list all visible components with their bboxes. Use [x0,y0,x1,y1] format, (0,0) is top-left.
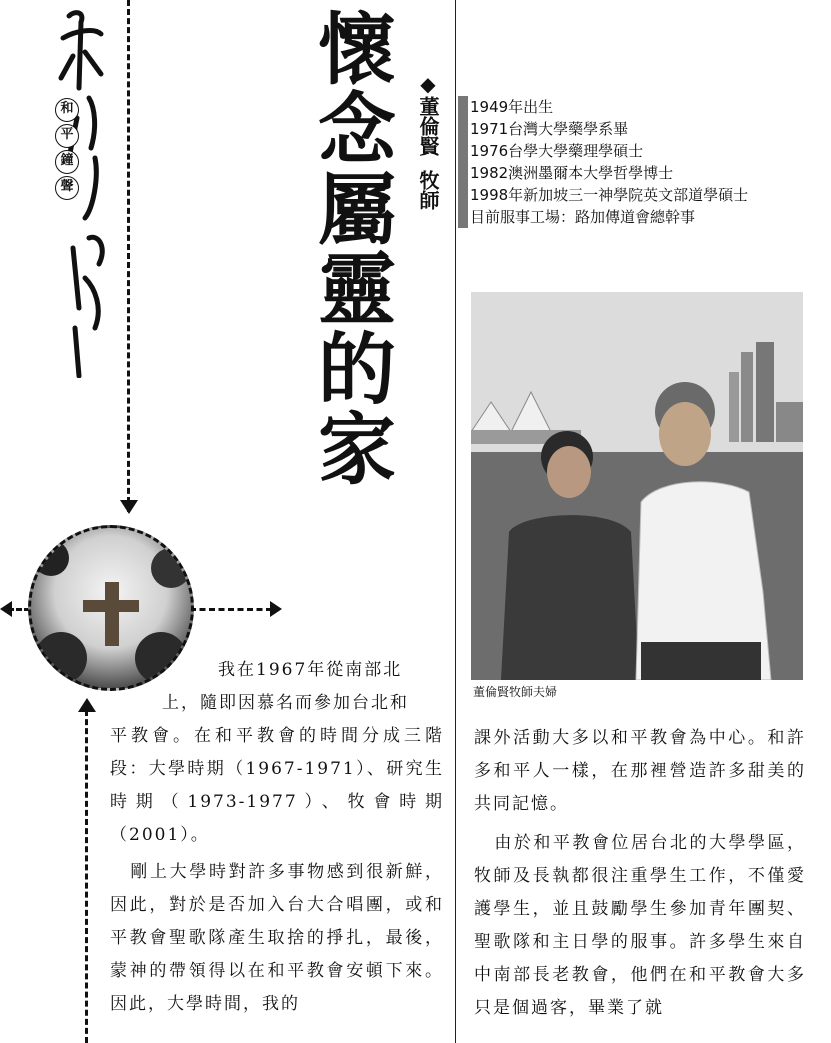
photo-illustration [471,292,803,680]
body-column-left [110,654,444,1021]
diamond-icon: ◆ [416,72,440,96]
arrow-left-icon [0,601,12,617]
body-paragraph: 由於和平教會位居台北的大學學區，牧師及長執都很注重學生工作，不僅愛護學生，並且鼓勵學生參加青年團契、聖歌隊和主日學的服事。許多學生來自中南部長老教會，他們在和平教會大多只是個過客，畢業了就 [474,833,806,1018]
seal-char-3: 鐘 [55,150,79,174]
author-byline [404,72,440,210]
bio-line: 1949年出生 [470,98,554,116]
body-paragraph: 課外活動大多以和平教會為中心。和許多和平人一樣，在那裡營造許多甜美的共同記憶。 [474,728,806,814]
body-paragraph: 平教會。在和平教會的時間分成三階段：大學時期（1967-1971）、研究生時期（1973-1977）、牧會時期（2001）。 [110,726,444,845]
bio-line: 1971台灣大學藥學系畢 [470,120,629,138]
arrow-up-icon [78,698,96,712]
column-calligraphy [55,8,115,378]
article-title: 懷念屬靈的家 [305,8,396,488]
bio-line: 1982澳洲墨爾本大學哲學博士 [470,164,674,182]
arrow-right-icon [270,601,282,617]
seal-char-1: 和 [55,98,79,122]
body-paragraph: 剛上大學時對許多事物感到很新鮮，因此，對於是否加入台大合唱團，或和平教會聖歌隊產生取捨的掙扎，最後，蒙神的帶領得以在和平教會安頓下來。因此，大學時間，我的 [110,862,444,1014]
body-line: 上，隨即因慕名而參加台北和 [162,693,409,713]
bio-line: 1998年新加坡三一神學院英文部道學碩士 [470,186,749,204]
seal-char-4: 聲 [55,176,79,200]
couple-photo [471,292,803,680]
column-divider [455,0,456,1043]
dashed-guide-right [190,608,272,611]
seal-char-2: 平 [55,124,79,148]
author-name: 董倫賢 [416,96,440,156]
dashed-guide-top [127,0,130,512]
bio-line: 1976台學大學藥理學碩士 [470,142,644,160]
photo-caption: 董倫賢牧師夫婦 [473,685,558,699]
author-title: 牧師 [416,170,440,210]
body-column-right [474,722,806,1025]
dashed-guide-bottom [85,710,88,1043]
arrow-down-icon [120,500,138,514]
author-bio [458,96,830,228]
bio-line: 目前服事工場：路加傳道會總幹事 [470,208,696,226]
body-line: 我在1967年從南部北 [218,660,403,680]
